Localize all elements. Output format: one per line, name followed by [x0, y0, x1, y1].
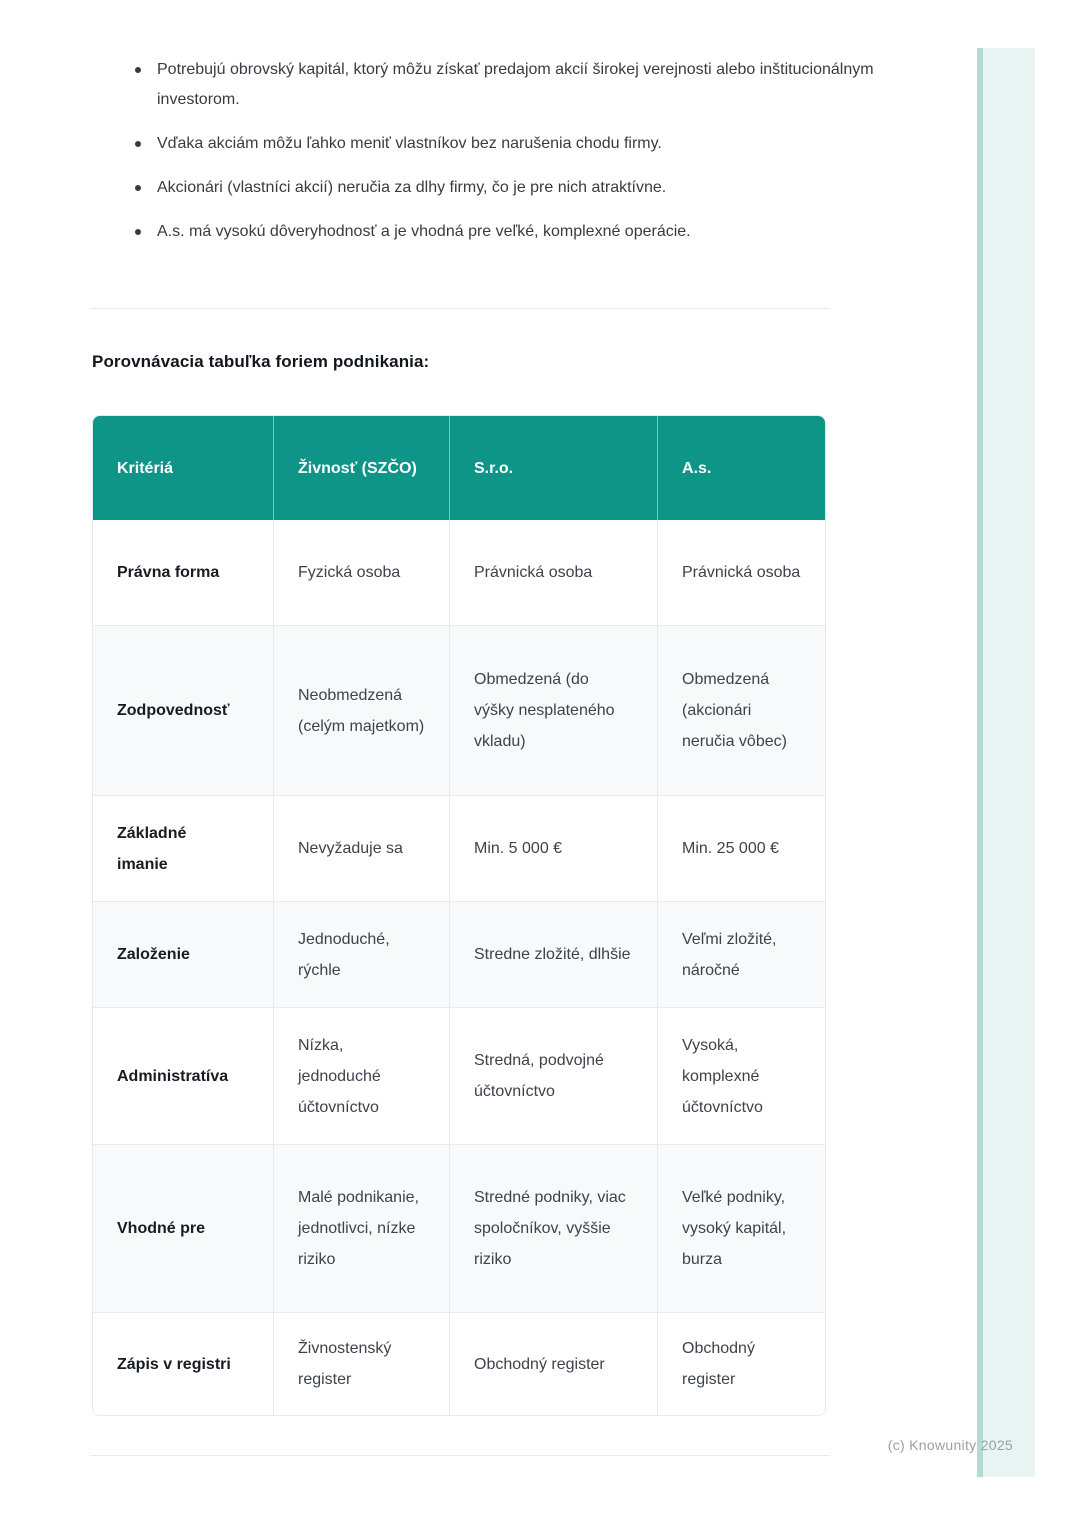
table-row: [93, 520, 826, 626]
table-cell: Obmedzená (akcionári neručia vôbec): [658, 626, 826, 796]
column-header: Kritériá: [93, 416, 274, 520]
table-cell: Stredné podniky, viac spoločníkov, vyššie riziko: [450, 1145, 658, 1313]
row-label: Administratíva: [93, 1008, 274, 1145]
copyright-text: (c) Knowunity 2025: [887, 1437, 1013, 1453]
comparison-table: [92, 415, 826, 1416]
section-heading: Porovnávacia tabuľka foriem podnikania:: [92, 352, 430, 371]
table-cell: Min. 25 000 €: [658, 796, 826, 902]
table-cell: Obmedzená (do výšky nesplateného vkladu): [450, 626, 658, 796]
footer-divider: [90, 1455, 830, 1456]
bullet-item: Vďaka akciám môžu ľahko meniť vlastníkov bez narušenia chodu firmy.: [157, 129, 934, 159]
bullet-item: Potrebujú obrovský kapitál, ktorý môžu získať predajom akcií širokej verejnosti alebo inštitucionálnym investorom.: [157, 55, 934, 115]
column-header: Živnosť (SZČO): [274, 416, 450, 520]
table-cell: Neobmedzená (celým majetkom): [274, 626, 450, 796]
row-label: Vhodné pre: [93, 1145, 274, 1313]
row-label: Právna forma: [93, 520, 274, 626]
column-header: S.r.o.: [450, 416, 658, 520]
table-row: [93, 902, 826, 1008]
table-cell: Veľmi zložité, náročné: [658, 902, 826, 1008]
table-row: [93, 796, 826, 902]
row-label: Zodpovednosť: [93, 626, 274, 796]
section-divider: [90, 308, 830, 309]
table-cell: Nízka, jednoduché účtovníctvo: [274, 1008, 450, 1145]
next-page-preview-strip: [977, 48, 1035, 1477]
bullet-item: Akcionári (vlastníci akcií) neručia za dlhy firmy, čo je pre nich atraktívne.: [157, 173, 934, 203]
table-cell: Obchodný register: [450, 1313, 658, 1415]
business-forms-table: [93, 416, 826, 1415]
table-cell: Stredná, podvojné účtovníctvo: [450, 1008, 658, 1145]
bullet-list: [92, 55, 934, 247]
table-cell: Vysoká, komplexné účtovníctvo: [658, 1008, 826, 1145]
table-body: [93, 520, 826, 1415]
row-label: Založenie: [93, 902, 274, 1008]
table-cell: Stredne zložité, dlhšie: [450, 902, 658, 1008]
table-cell: Právnická osoba: [658, 520, 826, 626]
table-cell: Malé podnikanie, jednotlivci, nízke riziko: [274, 1145, 450, 1313]
table-cell: Fyzická osoba: [274, 520, 450, 626]
table-cell: Obchodný register: [658, 1313, 826, 1415]
table-cell: Min. 5 000 €: [450, 796, 658, 902]
table-cell: Právnická osoba: [450, 520, 658, 626]
row-label: Základné imanie: [93, 796, 274, 902]
table-cell: Nevyžaduje sa: [274, 796, 450, 902]
bullet-item: A.s. má vysokú dôveryhodnosť a je vhodná pre veľké, komplexné operácie.: [157, 217, 934, 247]
row-label: Zápis v registri: [93, 1313, 274, 1415]
table-header-row: [93, 416, 826, 520]
table-row: [93, 1313, 826, 1415]
table-row: [93, 626, 826, 796]
table-row: [93, 1008, 826, 1145]
table-row: [93, 1145, 826, 1313]
table-cell: Jednoduché, rýchle: [274, 902, 450, 1008]
column-header: A.s.: [658, 416, 826, 520]
table-cell: Živnostenský register: [274, 1313, 450, 1415]
table-cell: Veľké podniky, vysoký kapitál, burza: [658, 1145, 826, 1313]
